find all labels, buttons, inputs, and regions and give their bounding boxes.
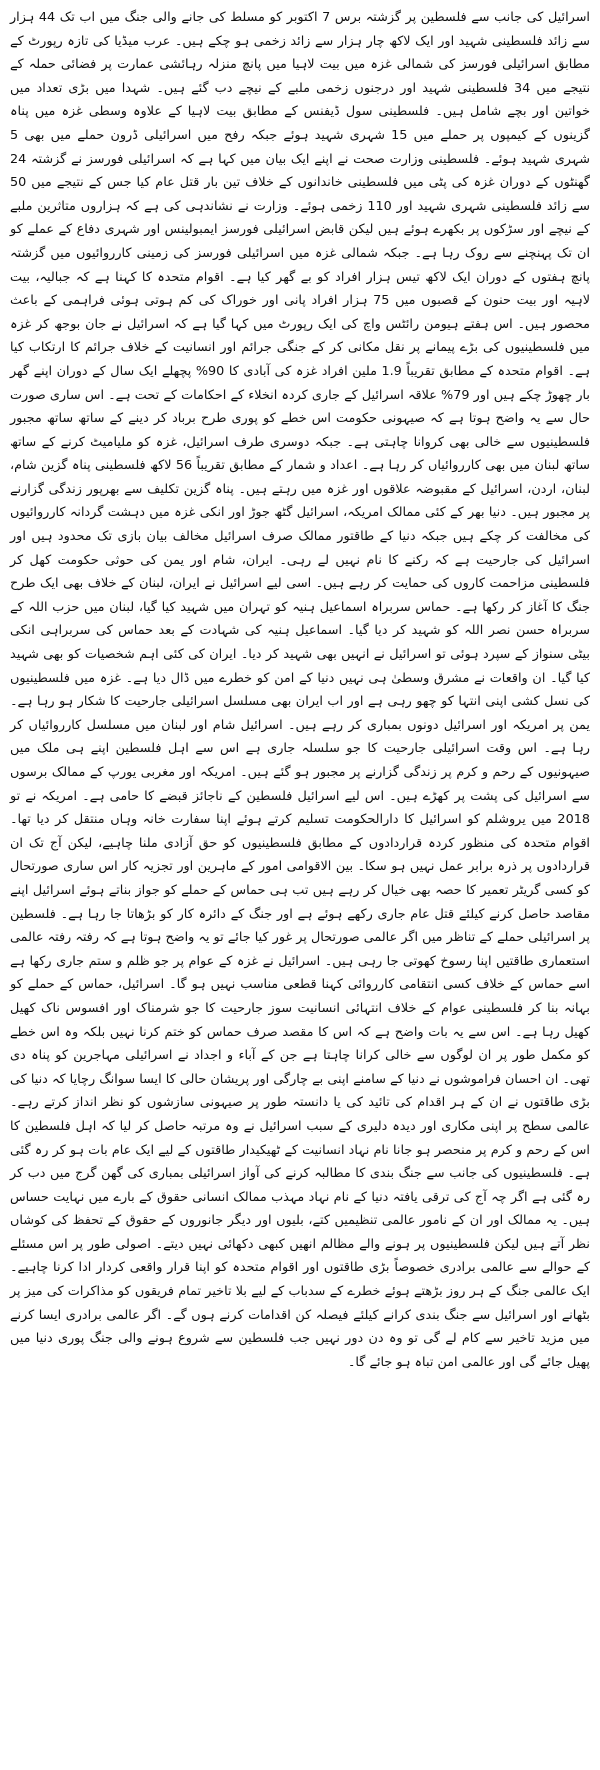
article-paragraph: اسرائیل کی جانب سے فلسطین پر گزشتہ برس 7 اکتوبر کو مسلط کی جانے والی جنگ میں اب تک 44 ہزار سے زائد فلسطینی شہید اور ایک لاکھ چار ہزار سے زائد زخمی ہو چکے ہیں۔ عرب میڈیا کی تازہ رپورٹ کے مطابق اسرائیلی فورسز کی شمالی غزہ میں بیت لاہیا میں پانچ منزلہ رہائشی عمارت پر فضائی حملہ کے نتیجے میں 34 فلسطینی شہید اور درجنوں زخمی ملبے کے نیچے دب گئے ہیں۔ شہدا میں بڑی تعداد میں خواتین اور بچے شامل ہیں۔ فلسطینی سول ڈیفنس کے مطابق بیت لاہیا کے علاوہ وسطی غزہ میں پناہ گزینوں کے کیمپوں پر حملے میں 15 شہری شہید ہوئے جبکہ رفح میں اسرائیلی ڈرون حملے میں بھی 5 شہری شہید ہوئے۔ فلسطینی وزارت صحت نے اپنے ایک بیان میں کہا ہے کہ اسرائیلی فورسز نے گزشتہ 24 گھنٹوں کے دوران غزہ کی پٹی میں فلسطینی خاندانوں کے خلاف تین بار قتل عام کیا جس کے نتیجے میں 50 سے زائد فلسطینی شہری شہید اور 110 زخمی ہوئے۔ وزارت نے نشاندہی کی ہے کہ ہزاروں متاثرین ملبے کے نیچے اور سڑکوں پر بکھرے ہوئے ہیں لیکن قابض اسرائیلی فورسز ایمبولینس اور شہری دفاع کے عملے کو ان تک پہنچنے سے روک رہا ہے۔ جبکہ شمالی غزہ میں اسرائیلی فورسز کی زمینی کارروائیوں میں گزشتہ پانچ ہفتوں کے دوران ایک لاکھ تیس ہزار افراد کو بے گھر کیا ہے۔ اقوام متحدہ کا کہنا ہے کہ جبالیہ، بیت لاہیہ اور بیت حنون کے قصبوں میں 75 ہزار افراد پانی اور خوراک کی کم ہوتی ہوئی فراہمی کے باعث محصور ہیں۔ اس ہفتے ہیومن رائٹس واچ کی ایک رپورٹ میں کہا گیا ہے کہ اسرائیل نے جان بوجھ کر غزہ میں فلسطینیوں کی بڑے پیمانے پر نقل مکانی کر کے جنگی جرائم اور انسانیت کے خلاف جرائم کا ارتکاب کیا ہے۔ اقوام متحدہ کے مطابق تقریباً 1.9 ملین افراد غزہ کی آبادی کا 90% پچھلے ایک سال کے دوران اپنے گھر بار چھوڑ چکے ہیں اور 79% علاقہ اسرائیل کے جاری کردہ انخلاء کے احکامات کے تحت ہے۔ اس ساری صورت حال سے یہ واضح ہوتا ہے کہ صیہونی حکومت اس خطے کو پوری طرح برباد کر دینے کے ساتھ ساتھ مجبور فلسطینیوں سے خالی بھی کروانا چاہتی ہے۔ جبکہ دوسری طرف اسرائیل، غزہ کو ملیامیٹ کرنے کے ساتھ ساتھ لبنان میں بھی کارروائیاں کر رہا ہے۔ اعداد و شمار کے مطابق تقریباً 56 لاکھ فلسطینی پناہ گزین شام، لبنان، اردن، اسرائیل کے مقبوضہ علاقوں اور غزہ میں رہتے ہیں۔ پناہ گزین تکلیف سے بھرپور زندگی گزارنے پر مجبور ہیں۔ دنیا بھر کے کئی ممالک امریکہ، اسرائیل گٹھ جوڑ اور انکی غزہ میں دہشت گردانہ کارروائیوں کی مخالفت کر چکے ہیں جبکہ دنیا کے طاقتور ممالک صرف اسرائیل مخالف بیان بازی تک محدود ہیں اور اسرائیل کی جارحیت ہے کہ رکنے کا نام نہیں لے رہی۔ ایران، شام اور یمن کی حوثی حکومت کھل کر فلسطینی مزاحمت کاروں کی حمایت کر رہے ہیں۔ اسی لیے اسرائیل نے ایران، لبنان کے خلاف بھی ایک طرح جنگ کا آغاز کر رکھا ہے۔ حماس سربراہ اسماعیل ہنیہ کو تہران میں شہید کیا گیا، لبنان میں حزب اللہ کے سربراہ حسن نصر اللہ کو شہید کر دیا گیا۔ اسماعیل ہنیہ کی شہادت کے بعد حماس کی سربراہی انکی بیٹی سنواز کے سپرد ہوئی تو اسرائیل نے انہیں بھی شہید کر دیا۔ ایران کی کئی اہم شخصیات کو بھی شہید کیا گیا۔ ان واقعات نے مشرق وسطیٰ ہی نہیں دنیا کے امن کو خطرے میں ڈال دیا ہے۔ غزہ میں فلسطینیوں کی نسل کشی اپنی انتہا کو چھو رہی ہے اور اب ایران بھی مسلسل اسرائیلی جارحیت کا شکار ہو رہا ہے۔ یمن پر امریکہ اور اسرائیل دونوں بمباری کر رہے ہیں۔ اسرائیل شام اور لبنان میں مسلسل کارروائیاں کر رہا ہے۔ اس وقت اسرائیلی جارحیت کا جو سلسلہ جاری ہے اس سے اہل فلسطین اپنے ہی ملک میں صیہونیوں کے رحم و کرم پر زندگی گزارنے پر مجبور ہو گئے ہیں۔ امریکہ اور مغربی یورپ کے ممالک برسوں سے اسرائیل کی پشت پر کھڑے ہیں۔ اس لیے اسرائیل فلسطین کے ناجائز قبضے کا حامی ہے۔ امریکہ نے تو 2018 میں یروشلم کو اسرائیل کا دارالحکومت تسلیم کرتے ہوئے اپنا سفارت خانہ وہاں منتقل کر دیا تھا۔ اقوام متحدہ کی منظور کردہ قراردادوں کے مطابق فلسطینیوں کو حق آزادی ملنا چاہیے، لیکن آج تک ان قراردادوں پر ذرہ برابر عمل نہیں ہو سکا۔ بین الاقوامی امور کے ماہرین اور تجزیہ کار اس ساری صورتحال کو کسی گریٹر تعمیر کا حصہ بھی خیال کر رہے ہیں تب ہی حماس کے حملے کو جواز بناتے ہوئے اسرائیل اپنے مقاصد حاصل کرنے کیلئے قتل عام جاری رکھے ہوئے ہے اور جنگ کے دائرہ کار کو بڑھاتا جا رہا ہے۔ فلسطین پر اسرائیلی حملے کے تناظر میں اگر عالمی صورتحال پر غور کیا جائے تو یہ واضح ہوتا ہے کہ رفتہ رفتہ عالمی استعماری طاقتیں اپنا رسوخ کھوتی جا رہی ہیں۔ اسرائیل نے غزہ کے عوام پر جو ظلم و ستم جاری رکھا ہے اسے حماس کے خلاف کسی انتقامی کارروائی کہنا قطعی مناسب نہیں ہو گا۔ اسرائیل، حماس کے حملے کو بہانہ بنا کر فلسطینی عوام کے خلاف انتہائی انسانیت سوز جارحیت کا جو شرمناک اور افسوس ناک کھیل کھیل رہا ہے۔ اس سے یہ بات واضح ہے کہ اس کا مقصد صرف حماس کو ختم کرنا نہیں بلکہ وہ اس خطے کو مکمل طور پر ان لوگوں سے خالی کرانا چاہتا ہے جن کے آباء و اجداد نے اسرائیلی مہاجرین کو پناہ دی تھی۔ ان احسان فراموشوں نے دنیا کے سامنے اپنی بے چارگی اور پریشان حالی کا ایسا سوانگ رچایا کہ دنیا کی بڑی طاقتوں نے ان کے ہر اقدام کی تائید کی یا دانستہ طور پر صیہونی سازشوں کو نظر انداز کرتے رہے۔ عالمی سطح پر اپنی مکاری اور دیدہ دلیری کے سبب اسرائیل نے وہ مرتبہ حاصل کر لیا کہ اہل فلسطین کا اس کے رحم و کرم پر منحصر ہو جانا نام نہاد انسانیت کے ٹھیکیدار طاقتوں کے لیے ایک عام بات ہو کر رہ گئی ہے۔ فلسطینیوں کی جانب سے جنگ بندی کا مطالبہ کرنے کی آواز اسرائیلی بمباری کی گھن گرج میں دب کر رہ گئی ہے اگر چہ آج کی ترقی یافتہ دنیا کے نام نہاد مہذب ممالک انسانی حقوق کے بارے میں نہایت حساس ہیں۔ یہ ممالک اور ان کے نامور عالمی تنظیمیں کتے، بلیوں اور دیگر جانوروں کے حقوق کے تحفظ کی کوشاں نظر آتے ہیں لیکن فلسطینیوں پر ہونے والے مظالم انھیں کبھی دکھائی نہیں دیتے۔ اصولی طور پر اس مسئلے کے حوالے سے عالمی برادری خصوصاً بڑی طاقتوں اور اقوام متحدہ کو اپنا قرار واقعی کردار ادا کرنا چاہیے۔ ایک عالمی جنگ کے ہر روز بڑھتے ہوئے خطرے کے سدباب کے لیے بلا تاخیر تمام فریقوں کو مذاکرات کی میز پر بٹھانے اور اسرائیل سے جنگ بندی کرانے کیلئے فیصلہ کن اقدامات کرنے ہوں گے۔ اگر عالمی برادری ایسا کرنے میں مزید تاخیر سے کام لے گی تو وہ دن دور نہیں جب فلسطین سے شروع ہونے والی جنگ پوری دنیا میں پھیل جائے گی اور عالمی امن تباہ ہو جائے گا۔ bbox=[10, 10, 590, 1370]
article-body bbox=[10, 6, 590, 1374]
